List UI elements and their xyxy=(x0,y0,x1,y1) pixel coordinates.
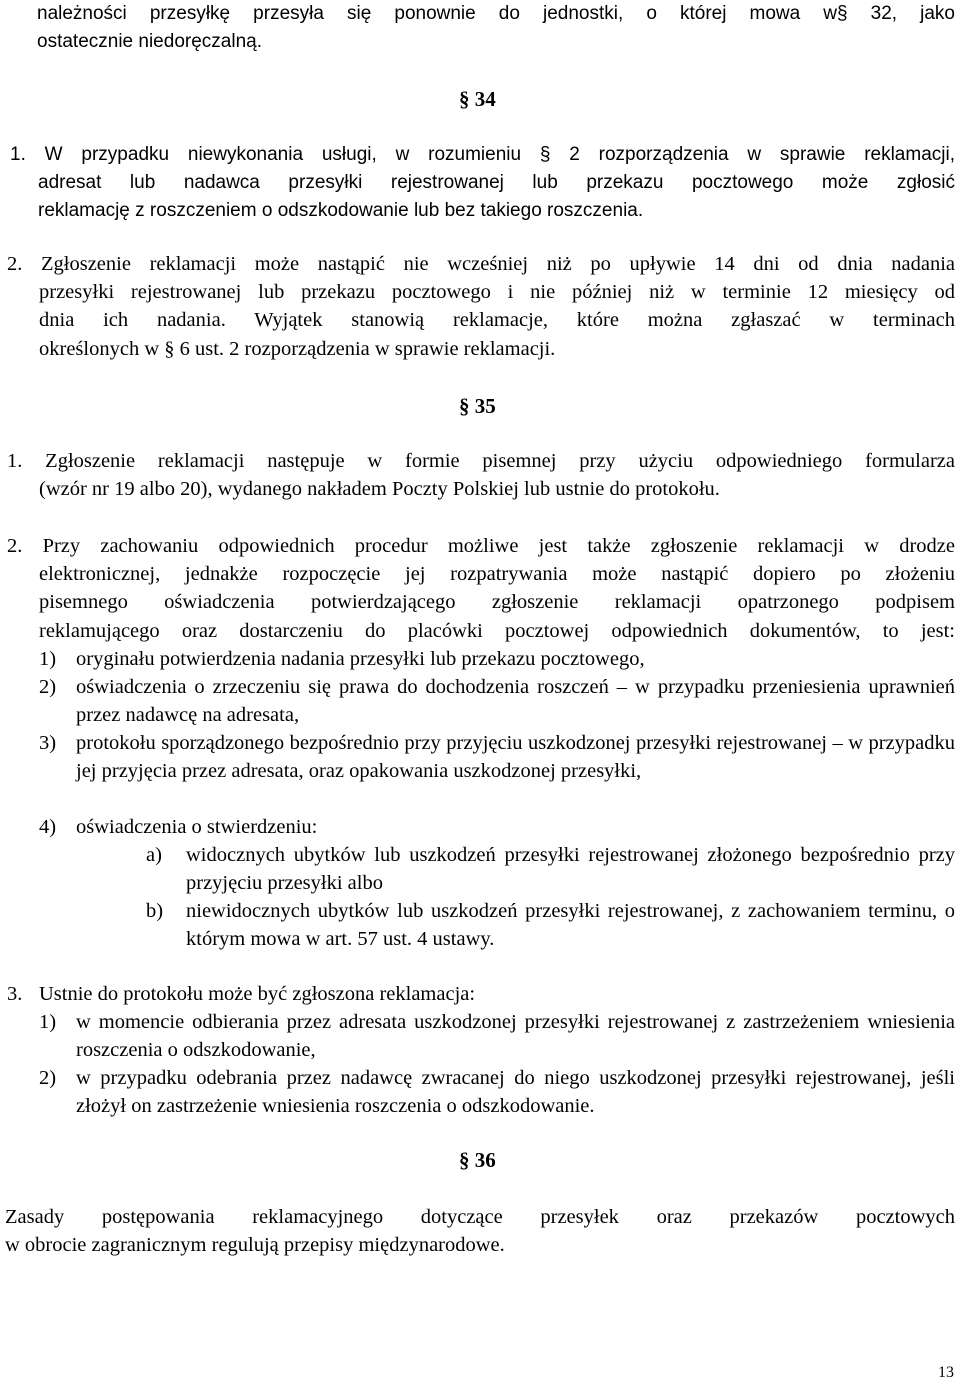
list-text: oświadczenia o zrzeczeniu się prawa do dochodzenia roszczeń – w przypadku przeniesienia uprawnień przez nadawcę na adresata, xyxy=(76,676,955,727)
list-number: 4) xyxy=(39,816,57,838)
paragraph-number: 3. xyxy=(7,983,23,1005)
text-line: 1. W przypadku niewykonania usługi, w rozumieniu § 2 rozporządzenia w sprawie reklamacji, xyxy=(10,144,955,165)
list-text: w momencie odbierania przez adresata uszkodzonej przesyłki rejestrowanej z zastrzeżeniem wniesienia roszczenia o odszkodowanie, xyxy=(76,1011,955,1062)
list-number: 2) xyxy=(39,1067,57,1089)
text-line: Zasady postępowania reklamacyjnego dotyczące przesyłek oraz przekazów pocztowych xyxy=(5,1206,955,1228)
text-line: 2. Zgłoszenie reklamacji może nastąpić nie wcześniej niż po upływie 14 dni od dnia nadania xyxy=(7,253,955,275)
paragraph-35-1 xyxy=(7,447,955,503)
list-text: oświadczenia o stwierdzeniu: xyxy=(76,816,318,838)
paragraph-36 xyxy=(5,1203,955,1259)
text-line: określonych w § 6 ust. 2 rozporządzenia w sprawie reklamacji. xyxy=(39,337,556,360)
text-line: przesyłki rejestrowanej lub przekazu pocztowego i nie później niż w terminie 12 miesięcy od xyxy=(39,281,955,304)
list-item xyxy=(39,1064,955,1120)
list-item xyxy=(39,645,955,673)
section-heading-36: § 36 xyxy=(459,1148,496,1172)
text-line: 1. Zgłoszenie reklamacji następuje w formie pisemnej przy użyciu odpowiedniego formularza xyxy=(7,450,955,472)
text-line: należności przesyłkę przesyła się ponownie do jednostki, o której mowa w§ 32, jako xyxy=(37,3,955,24)
paragraph-text: Ustnie do protokołu może być zgłoszona reklamacja: xyxy=(39,983,476,1005)
list-text: w przypadku odebrania przez nadawcę zwracanej do niego uszkodzonej przesyłki rejestrowanej, jeśli złożył on zastrzeżenie wniesienia roszczenia o odszkodowanie. xyxy=(76,1067,955,1118)
text-line: elektronicznej, jednakże rozpoczęcie jej rozpatrywania może nastąpić dopiero po złożeniu xyxy=(39,563,955,586)
text-line: w obrocie zagranicznym regulują przepisy międzynarodowe. xyxy=(5,1234,505,1257)
section-heading-35: § 35 xyxy=(459,394,496,418)
list-text: widocznych ubytków lub uszkodzeń przesyłki rejestrowanej złożonego bezpośrednio przy przyjęciu przesyłki albo xyxy=(186,844,955,895)
paragraph-35-2 xyxy=(7,532,955,645)
list-number: 1) xyxy=(39,1011,57,1033)
list-item xyxy=(39,673,955,729)
list-number: 1) xyxy=(39,648,57,670)
text-line: ostatecznie niedoręczalną. xyxy=(37,31,262,53)
list-text: protokołu sporządzonego bezpośrednio przy przyjęciu uszkodzonej przesyłki rejestrowanej – w przypadku jej przyjęcia przez adresata, oraz opakowania uszkodzonej przesyłki, xyxy=(76,732,955,783)
paragraph-35-3 xyxy=(7,980,955,1008)
text-line: reklamację z roszczeniem o odszkodowanie lub bez takiego roszczenia. xyxy=(38,200,644,222)
text-line: dnia ich nadania. Wyjątek stanowią reklamacje, które można zgłaszać w terminach xyxy=(39,309,955,332)
text-line: reklamującego oraz dostarczeniu do placówki pocztowej odpowiednich dokumentów, to jest: xyxy=(39,619,955,642)
sub-list-item xyxy=(146,897,955,953)
list-letter: b) xyxy=(146,900,164,922)
paragraph-34-1 xyxy=(10,141,955,226)
page-number: 13 xyxy=(938,1364,954,1381)
list-item xyxy=(39,813,955,841)
text-line: pisemnego oświadczenia potwierdzającego zgłoszenie reklamacji opatrzonego podpisem xyxy=(39,591,955,614)
paragraph-34-2 xyxy=(7,250,955,363)
list-text: niewidocznych ubytków lub uszkodzeń przesyłki rejestrowanej, z zachowaniem terminu, o którym mowa w art. 57 ust. 4 ustawy. xyxy=(186,900,955,951)
list-text: oryginału potwierdzenia nadania przesyłki lub przekazu pocztowego, xyxy=(76,648,645,670)
sub-list-item xyxy=(146,841,955,897)
text-line: 2. Przy zachowaniu odpowiednich procedur możliwe jest także zgłoszenie reklamacji w drodze xyxy=(7,535,955,557)
list-item xyxy=(39,729,955,785)
continuation-paragraph xyxy=(37,0,955,56)
list-number: 2) xyxy=(39,676,57,698)
list-item xyxy=(39,1008,955,1064)
text-line: (wzór nr 19 albo 20), wydanego nakładem Poczty Polskiej lub ustnie do protokołu. xyxy=(39,478,720,501)
text-line: adresat lub nadawca przesyłki rejestrowanej lub przekazu pocztowego może zgłosić xyxy=(38,172,955,194)
list-letter: a) xyxy=(146,844,162,866)
list-number: 3) xyxy=(39,732,57,754)
section-heading-34: § 34 xyxy=(459,87,496,111)
